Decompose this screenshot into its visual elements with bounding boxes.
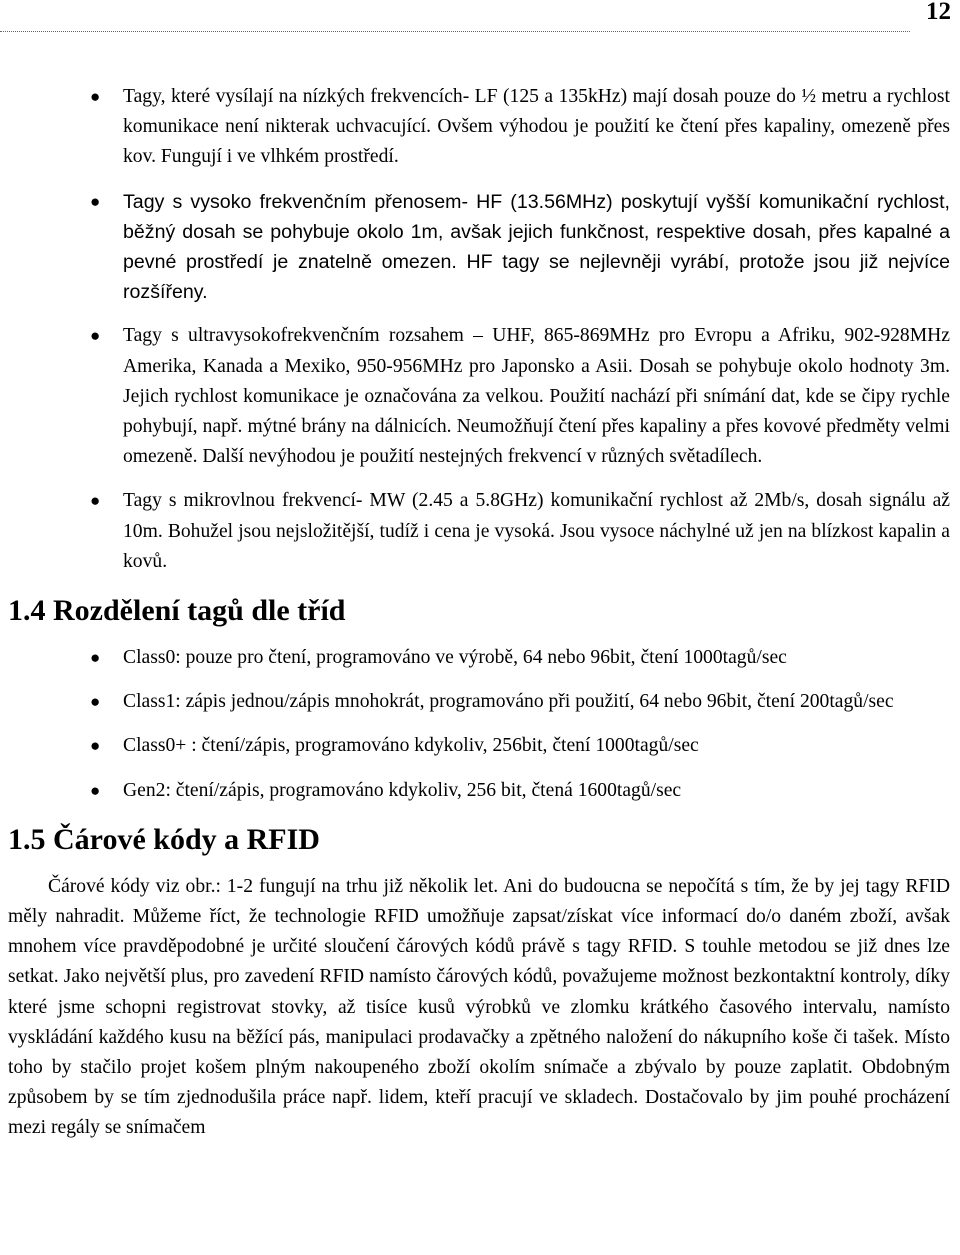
list-item-text: Class0: pouze pro čtení, programováno ve výrobě, 64 nebo 96bit, čtení 1000tagů/sec xyxy=(123,647,787,669)
list-item-text: Class0+ : čtení/zápis, programováno kdykoliv, 256bit, čtení 1000tagů/sec xyxy=(123,735,699,757)
list-item xyxy=(8,731,954,761)
list-item-text: Tagy s mikrovlnou frekvencí- MW (2.45 a 5.8GHz) komunikační rychlost až 2Mb/s, dosah signálu až 10m. Bohužel jsou nejsložitější, tudíž i cena je vysoká. Jsou vysoce náchylné už jen na blízkost kapalin a kovů. xyxy=(123,490,950,572)
list-item xyxy=(8,82,954,173)
bullet-dot-icon: ● xyxy=(90,87,101,106)
tag-class-list xyxy=(8,643,954,806)
bullet-dot-icon: ● xyxy=(90,780,101,800)
list-item-text: Tagy s vysoko frekvenčním přenosem- HF (13.56MHz) poskytují vyšší komunikační rychlost, běžný dosah se pohybuje okolo 1m, avšak jejich funkčnost, respektive dosah, přes kapalné a pevné prostředí je znatelně omezen. HF tagy se nejlevněji vyrábí, protože jsou již nejvíce rozšířeny. xyxy=(123,190,950,304)
bullet-dot-icon: ● xyxy=(90,736,101,756)
bullet-dot-icon: ● xyxy=(90,491,101,511)
header-rule xyxy=(0,31,910,32)
document-body xyxy=(8,82,954,1144)
bullet-dot-icon: ● xyxy=(90,648,101,668)
barcode-rfid-paragraph: Čárové kódy viz obr.: 1-2 fungují na trhu již několik let. Ani do budoucna se nepočítá s tím, že by jej tagy RFID měly nahradit. Můžeme říct, že technologie RFID umožňuje zapsat/získat více informací do/o daném zboží, avšak mnohem více pravděpodobné je určité sloučení čárových kódů právě s tagy RFID. S touhle metodou se již dnes lze setkat. Jako největší plus, pro zavedení RFID namísto čárových kódů, považujeme možnost bezkontaktní kontroly, díky které jsme schopni registrovat stovky, až tisíce kusů výrobků ve zlomku krátkého časového intervalu, namísto vyskládání každého kusu na běžící pás, manipulaci prodavačky a zpětného naložení do nákupního koše či tašek. Místo toho by stačilo projet košem plným nakoupeného zboží okolím snímače a zbývalo by pouze zaplatit. Obdobným způsobem by se tím zjednodušila práce např. lidem, kteří pracují ve skladech. Dostačovalo by jim pouhé procházení mezi regály se snímačem xyxy=(8,875,950,1139)
list-item xyxy=(8,776,954,806)
page-number: 12 xyxy=(926,0,951,25)
section-heading-1-5: 1.5 Čárové kódy a RFID xyxy=(8,822,320,856)
page-header xyxy=(0,0,960,34)
list-item-text: Class1: zápis jednou/zápis mnohokrát, programováno při použití, 64 nebo 96bit, čtení 200tagů/sec xyxy=(123,691,894,713)
list-item xyxy=(8,687,954,717)
list-item xyxy=(8,187,954,308)
list-item-text: Tagy, které vysílají na nízkých frekvencích- LF (125 a 135kHz) mají dosah pouze do ½ metru a rychlost komunikace není nikterak uchvacující. Ovšem výhodou je použití ke čtení přes kapaliny, omezeně přes kov. Fungují i ve vlhkém prostředí. xyxy=(123,86,950,168)
list-item xyxy=(8,486,954,577)
bullet-dot-icon: ● xyxy=(90,191,101,211)
frequency-bullet-list xyxy=(8,82,954,577)
bullet-dot-icon: ● xyxy=(90,692,101,712)
list-item xyxy=(8,321,954,472)
list-item-text: Tagy s ultravysokofrekvenčním rozsahem – UHF, 865-869MHz pro Evropu a Afriku, 902-928MHz Amerika, Kanada a Mexiko, 950-956MHz pro Japonsko a Asii. Dosah se pohybuje okolo hodnoty 3m. Jejich rychlost komunikace je označována za velkou. Použití nachází při snímání dat, kde se čipy rychle pohybují, např. mýtné brány na dálnicích. Neumožňují čtení přes kapaliny a přes kovové předměty velmi omezeně. Další nevýhodou je použití nestejných frekvencí v různých světadílech. xyxy=(123,325,950,468)
list-item-text: Gen2: čtení/zápis, programováno kdykoliv, 256 bit, čtená 1600tagů/sec xyxy=(123,779,682,801)
list-item xyxy=(8,643,954,673)
section-heading-1-4: 1.4 Rozdělení tagů dle tříd xyxy=(8,594,346,628)
bullet-dot-icon: ● xyxy=(90,326,101,346)
